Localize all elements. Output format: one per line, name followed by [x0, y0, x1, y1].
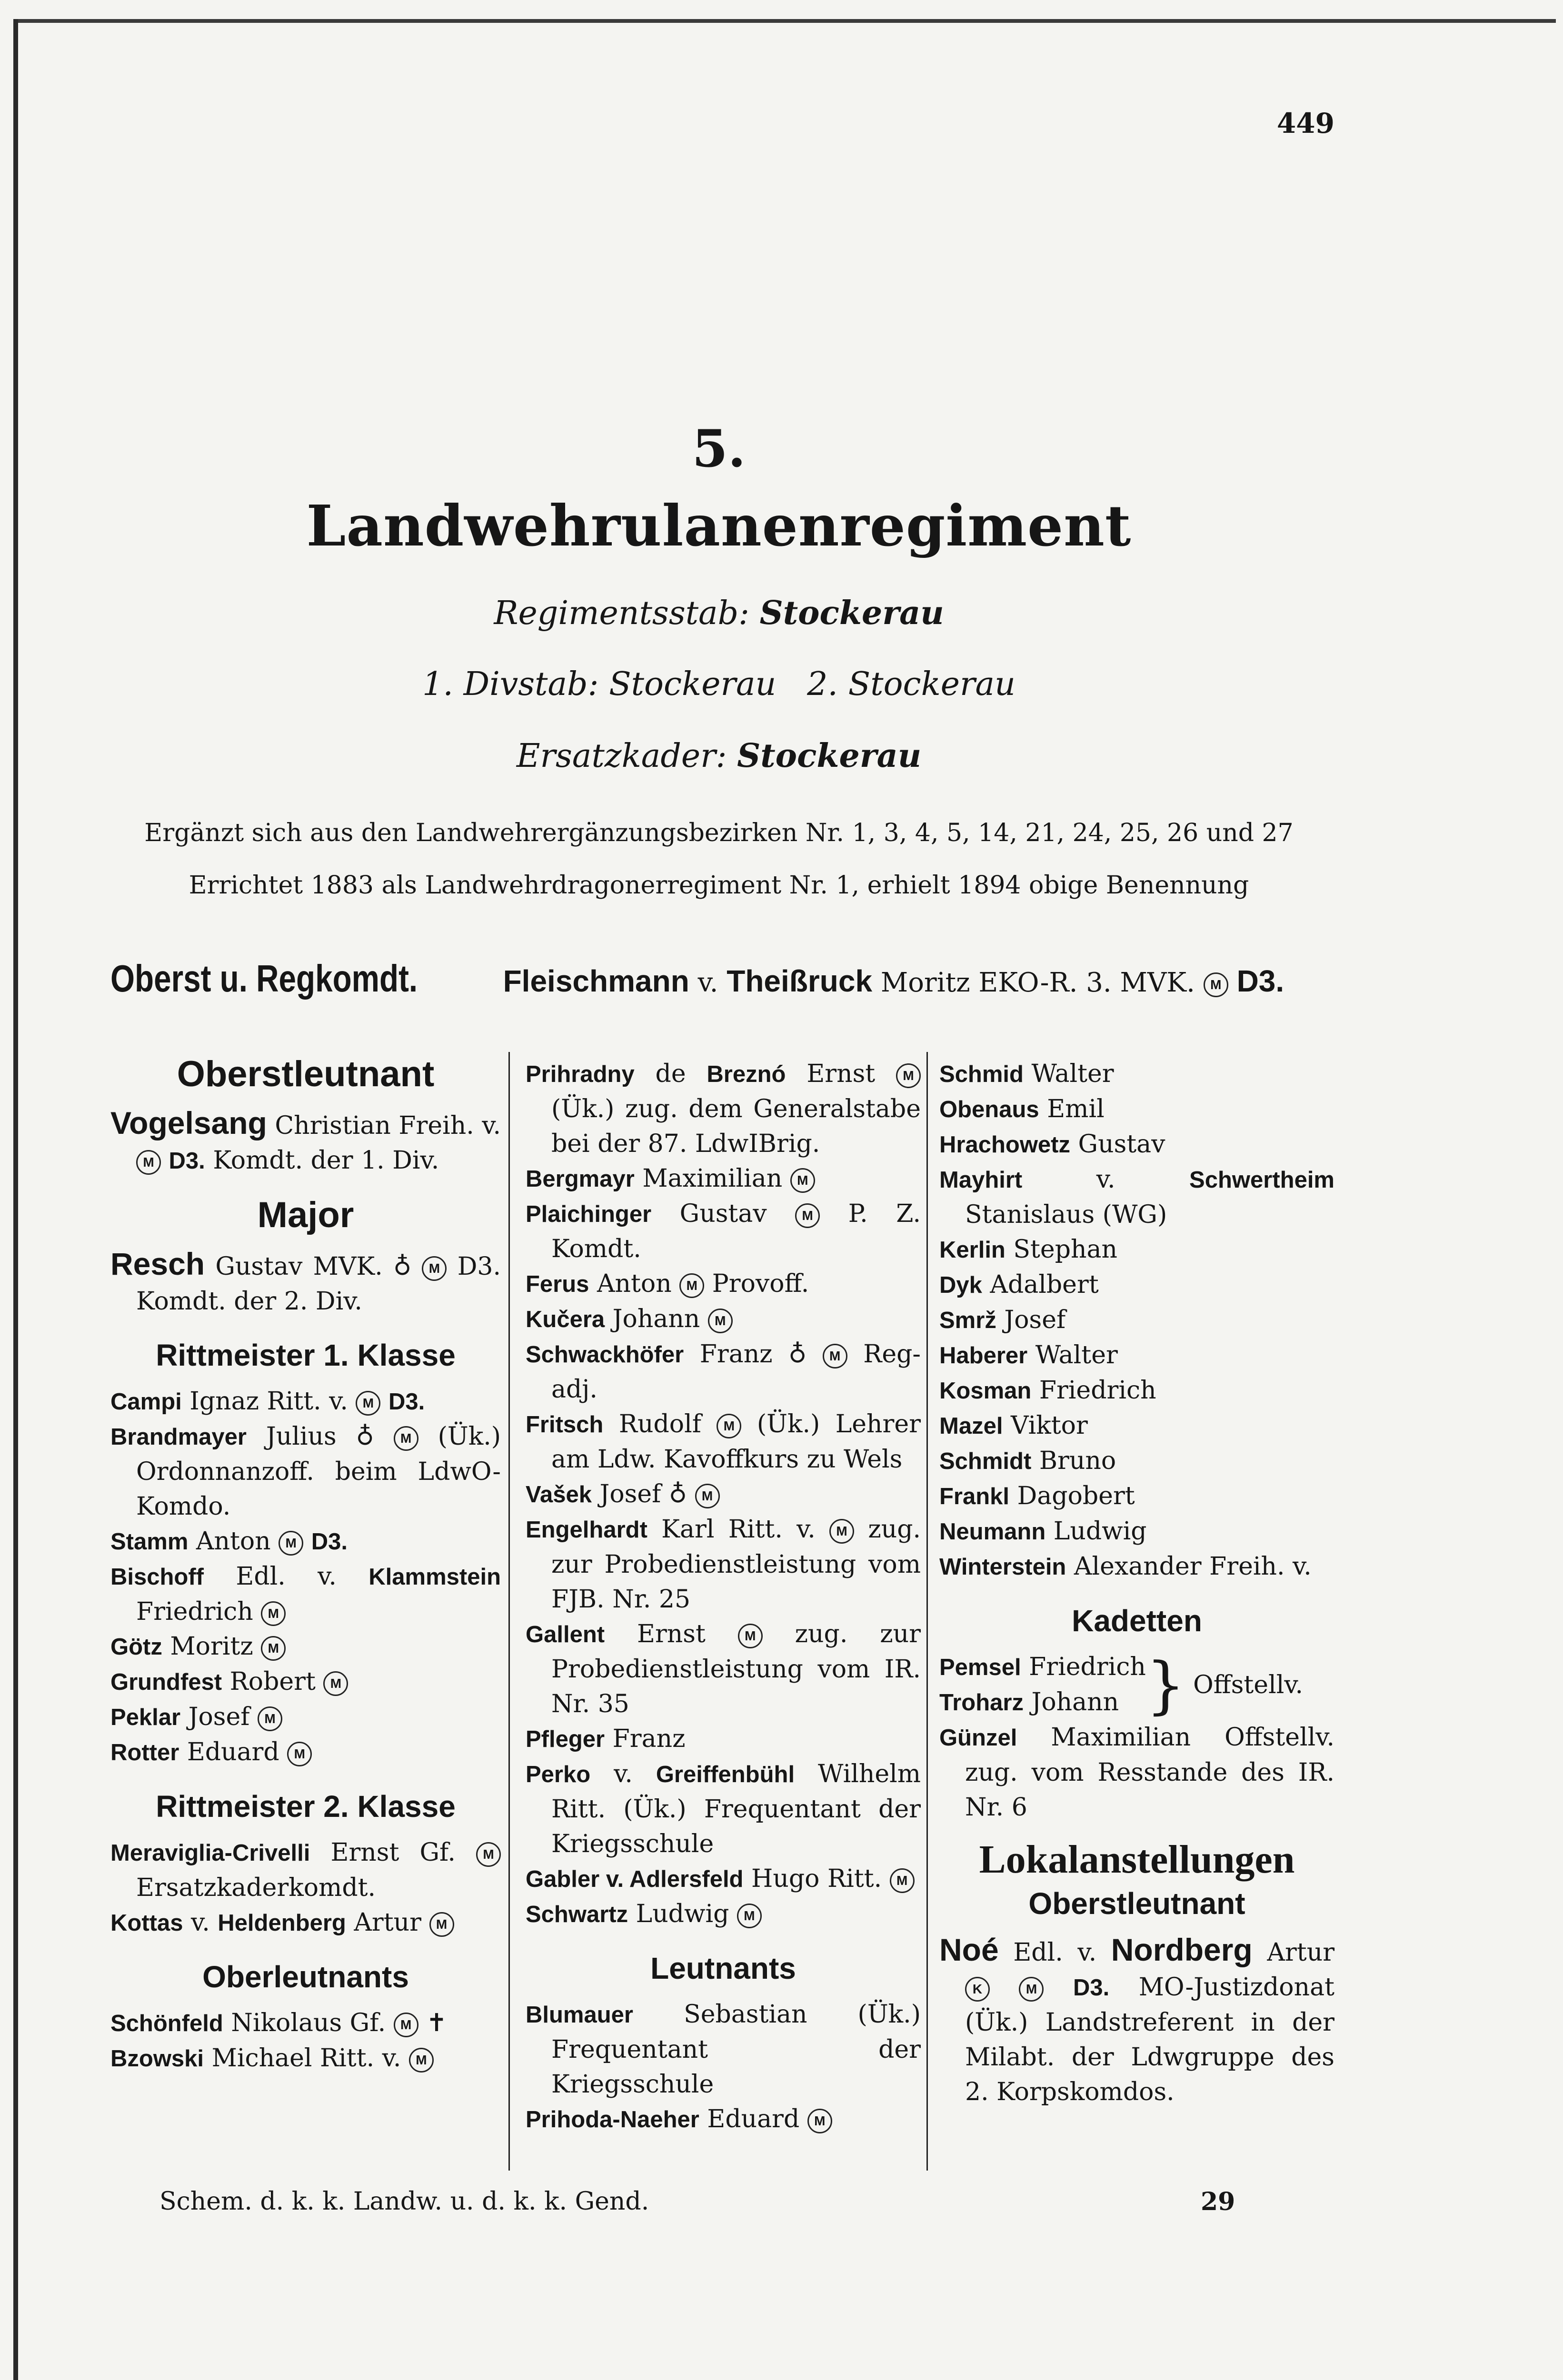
entry-neumann: [939, 1514, 1334, 1549]
m-symbol-icon: M: [261, 1601, 286, 1626]
entry-text: (Ük.) zug. dem Generalstabe bei der 87. LdwIBrig.: [551, 1095, 921, 1158]
entry-frankl: [939, 1479, 1334, 1514]
entry-haberer: [939, 1338, 1334, 1373]
entry-name: Fritsch: [526, 1412, 604, 1438]
entry-name: Meraviglia-Crivelli: [110, 1840, 310, 1866]
entry-name: Smrž: [939, 1308, 996, 1333]
entry-fritsch: [526, 1407, 921, 1477]
entry-name: Greiffenbühl: [656, 1762, 795, 1787]
entry-obenaus: [939, 1092, 1334, 1127]
entry-text: Maximilian: [642, 1164, 783, 1193]
entry-name: Brandmayer: [110, 1424, 247, 1450]
entry-text: Gustav MVK.: [215, 1252, 383, 1281]
entry-text: Viktor: [1010, 1411, 1088, 1440]
m-symbol-icon: M: [136, 1150, 161, 1175]
divstab-2: 2. Stockerau: [807, 665, 1015, 703]
entry-name: Klammstein: [368, 1564, 501, 1590]
entry-text: Johann: [612, 1305, 700, 1333]
heading-rittmeister-2: Rittmeister 2. Klasse: [156, 1789, 456, 1824]
entry-name: Günzel: [939, 1725, 1017, 1751]
entry-smrz: [939, 1303, 1334, 1338]
entry-name: Schwertheim: [1189, 1167, 1334, 1193]
entry-schwartz: [526, 1897, 921, 1932]
commander-name: Fleischmann: [503, 964, 689, 998]
m-symbol-icon: M: [394, 1426, 418, 1451]
m-symbol-icon: M: [823, 1344, 847, 1368]
m-symbol-icon: M: [279, 1531, 303, 1556]
column-rule-2: [926, 1052, 928, 2171]
entry-text: Ernst Gf.: [330, 1838, 456, 1867]
entry-name: Breznó: [707, 1061, 786, 1087]
entry-name: Nordberg: [1111, 1932, 1253, 1967]
entry-name: Bischoff: [110, 1564, 204, 1590]
cross-icon: ✝: [426, 2009, 447, 2037]
entry-schmid: [939, 1057, 1334, 1092]
entry-text: Christian Freih. v.: [275, 1111, 501, 1140]
entry-name: Gabler v. Adlersfeld: [526, 1866, 744, 1892]
entry-name: Kottas: [110, 1910, 183, 1936]
m-symbol-icon: M: [1204, 972, 1228, 997]
entry-name: Pemsel: [939, 1655, 1021, 1680]
entry-text: Franz: [612, 1725, 686, 1753]
entry-noe: [939, 1933, 1334, 2110]
regimentsstab-label: Regimentsstab:: [494, 595, 750, 632]
entry-name: Schmid: [939, 1061, 1024, 1087]
entry-blumauer: [526, 1997, 921, 2102]
entry-text: Walter: [1031, 1060, 1114, 1088]
entry-name: Gallent: [526, 1622, 605, 1647]
brace-icon: }: [1145, 1649, 1185, 1721]
entry-text: Edl. v.: [236, 1562, 337, 1591]
entry-troharz: [939, 1685, 1146, 1720]
entry-text: Sebastian (Ük.) Frequentant der Kriegsschule: [551, 2000, 921, 2099]
entry-name: Schmidt: [939, 1448, 1032, 1474]
entry-brandmayer: [110, 1419, 501, 1524]
heading-oberleutnants: Oberleutnants: [202, 1960, 409, 1994]
entry-name: Frankl: [939, 1484, 1010, 1509]
entry-text: Ernst: [806, 1060, 876, 1088]
entry-text: zug. zur Probedienstleistung vom IR. Nr. 35: [551, 1620, 921, 1718]
brace-names: [939, 1650, 1146, 1720]
divstab-label: 1. Divstab: Stockerau: [422, 665, 777, 703]
commander-tail: D3.: [1236, 964, 1284, 998]
entry-text: Stephan: [1013, 1235, 1117, 1264]
entry-prihradny: [526, 1057, 921, 1161]
entry-text: Walter: [1035, 1341, 1118, 1369]
regimentsstab-line: [0, 594, 1438, 632]
entry-meraviglia: [110, 1835, 501, 1905]
heading-major: Major: [257, 1195, 354, 1235]
entry-plaichinger: [526, 1197, 921, 1267]
entry-d3: D3.: [169, 1148, 205, 1174]
order-symbol-icon: ♁: [668, 1480, 687, 1508]
m-symbol-icon: M: [356, 1391, 380, 1416]
entry-name: Schwackhöfer: [526, 1342, 684, 1368]
entry-gabler: [526, 1862, 921, 1897]
entry-text: Julius: [266, 1422, 337, 1451]
entry-text: Michael Ritt. v.: [211, 2044, 401, 2073]
entry-engelhardt: [526, 1512, 921, 1617]
entry-name: Hrachowetz: [939, 1132, 1071, 1158]
m-symbol-icon: M: [717, 1414, 741, 1438]
entry-text: Josef: [599, 1480, 661, 1508]
m-symbol-icon: M: [429, 1912, 454, 1937]
entry-name: Mazel: [939, 1413, 1003, 1439]
entry-text: P. Z. Komdt.: [551, 1200, 921, 1263]
entry-text: Edl. v.: [1013, 1938, 1097, 1967]
m-symbol-icon: M: [258, 1706, 282, 1731]
entry-text: Emil: [1047, 1095, 1105, 1123]
entry-name: Troharz: [939, 1690, 1024, 1716]
entry-name: Blumauer: [526, 2002, 634, 2028]
entry-name: Götz: [110, 1634, 162, 1660]
m-symbol-icon: M: [287, 1742, 312, 1766]
entry-text: Franz: [699, 1340, 773, 1368]
entry-d3: D3.: [457, 1252, 501, 1281]
entry-name: Prihradny: [526, 1061, 635, 1087]
entry-text: Komdt. der 1. Div.: [213, 1146, 439, 1175]
column-1: [110, 1054, 501, 2076]
entry-text: Nikolaus Gf.: [231, 2009, 386, 2037]
entry-d3: D3.: [1073, 1975, 1110, 2001]
column-2: [526, 1057, 921, 2137]
entry-text: v.: [191, 1908, 210, 1937]
regiment-title: Landwehrulanenregiment: [306, 493, 1132, 559]
entry-name: Campi: [110, 1389, 182, 1415]
brace-note: Offstellv.: [1193, 1670, 1304, 1699]
entry-winterstein: [939, 1549, 1334, 1585]
entry-name: Winterstein: [939, 1554, 1066, 1580]
ersatzkader-place: Stockerau: [737, 737, 922, 775]
m-symbol-icon: M: [394, 2013, 418, 2037]
entry-name: Resch: [110, 1246, 205, 1281]
regimentsstab-place: Stockerau: [759, 594, 944, 632]
entry-name: Pfleger: [526, 1726, 605, 1752]
entry-name: Grundfest: [110, 1669, 222, 1695]
entry-text: Reg-adj.: [551, 1340, 921, 1404]
entry-gallent: [526, 1617, 921, 1722]
entry-name: Kerlin: [939, 1237, 1005, 1263]
entry-text: v.: [1096, 1165, 1115, 1194]
entry-pemsel: [939, 1650, 1146, 1685]
m-symbol-icon: M: [896, 1063, 921, 1088]
entry-pfleger: [526, 1722, 921, 1757]
entry-text: Stanislaus (WG): [965, 1200, 1167, 1229]
entry-text: Ernst: [637, 1620, 706, 1648]
entry-text: de: [655, 1060, 686, 1088]
page-edge-left: [13, 19, 18, 2380]
entry-campi: [110, 1384, 501, 1419]
entry-text: Karl Ritt. v.: [661, 1515, 816, 1544]
entry-kosman: [939, 1373, 1334, 1408]
entry-stamm: [110, 1524, 501, 1559]
entry-text: Hugo Ritt.: [751, 1864, 882, 1893]
kadetten-brace-group: [939, 1650, 1334, 1720]
entry-text: Josef: [1004, 1306, 1066, 1334]
entry-text: Anton: [196, 1527, 271, 1556]
page-edge-top: [13, 19, 1556, 23]
m-symbol-icon: M: [323, 1671, 348, 1696]
entry-ferus: [526, 1267, 921, 1302]
entry-text: (Ük.) Ordonnanzoff. beim LdwO-Komdo.: [136, 1422, 501, 1521]
entry-text: Provoff.: [712, 1269, 809, 1298]
entry-text: MO-Justizdonat (Ük.) Landstreferent in der Milabt. der Ldwgruppe des 2. Korpskomdos.: [965, 1973, 1334, 2106]
entry-text: Robert: [229, 1667, 316, 1696]
entry-text: Artur: [354, 1908, 422, 1937]
entry-goetz: [110, 1629, 501, 1665]
ersatzkader-label: Ersatzkader:: [516, 737, 727, 775]
entry-schwackhoefer: [526, 1337, 921, 1407]
m-symbol-icon: M: [790, 1168, 815, 1193]
heading-oberstleutnant: Oberstleutnant: [177, 1054, 435, 1094]
heading-leutnants: Leutnants: [650, 1951, 796, 1985]
column-rule-1: [508, 1052, 510, 2171]
entry-text: Friedrich: [1039, 1376, 1156, 1405]
m-symbol-icon: M: [261, 1636, 286, 1661]
entry-text: Eduard: [187, 1738, 279, 1766]
m-symbol-icon: M: [409, 2048, 434, 2073]
entry-text: Adalbert: [990, 1270, 1099, 1299]
entry-mazel: [939, 1408, 1334, 1444]
entry-vasek: [526, 1477, 921, 1512]
entry-rotter: [110, 1735, 501, 1770]
entry-name: Kučera: [526, 1307, 605, 1332]
entry-text: Johann: [1031, 1688, 1119, 1716]
entry-text: zug. zur Probedienstleistung vom FJB. Nr. 25: [551, 1515, 921, 1614]
m-symbol-icon: M: [738, 1624, 763, 1648]
entry-perko: [526, 1757, 921, 1862]
entry-text: v.: [614, 1760, 633, 1788]
order-symbol-icon: ♁: [393, 1252, 412, 1281]
entry-name: Haberer: [939, 1343, 1028, 1368]
entry-text: Artur: [1267, 1938, 1335, 1967]
entry-text: Komdt. der 2. Div.: [136, 1287, 362, 1316]
entry-resch: [110, 1247, 501, 1319]
m-symbol-icon: M: [807, 2109, 832, 2133]
m-symbol-icon: M: [795, 1203, 820, 1228]
entry-text: Ludwig: [636, 1900, 729, 1928]
commander-rest: Moritz EKO-R. 3. MVK.: [880, 967, 1195, 998]
entry-name: Mayhirt: [939, 1167, 1023, 1193]
entry-name: Bzowski: [110, 2046, 204, 2072]
m-symbol-icon: M: [890, 1868, 915, 1893]
ergaenzt-line: Ergänzt sich aus den Landwehrergänzungsbezirken Nr. 1, 3, 4, 5, 14, 21, 24, 25, 26 und 27: [144, 819, 1294, 847]
entry-name: Noé: [939, 1932, 999, 1967]
entry-bzowski: [110, 2041, 501, 2076]
page-number: 449: [1276, 107, 1334, 139]
entry-guenzel: [939, 1720, 1334, 1825]
entry-text: Friedrich: [136, 1597, 253, 1626]
commander-line: [110, 957, 1434, 1001]
heading-lokalanstellungen: Lokalanstellungen: [979, 1837, 1295, 1882]
m-symbol-icon: M: [829, 1519, 854, 1544]
entry-peklar: [110, 1700, 501, 1735]
entry-text: Friedrich: [1029, 1653, 1146, 1681]
entry-bischoff: [110, 1559, 501, 1629]
entry-text: Ersatzkaderkomdt.: [136, 1874, 376, 1902]
entry-name: Heldenberg: [218, 1910, 346, 1936]
entry-prihoda: [526, 2102, 921, 2137]
heading-oberstleutnant-lokal: Oberstleutnant: [1028, 1886, 1245, 1921]
entry-name: Bergmayr: [526, 1166, 635, 1192]
entry-name: Vašek: [526, 1482, 592, 1507]
regiment-number: 5.: [692, 419, 746, 479]
commander-name2: Theißruck: [727, 964, 873, 998]
entry-d3: D3.: [311, 1529, 348, 1555]
entry-name: Rotter: [110, 1740, 179, 1765]
order-symbol-icon: ♁: [788, 1340, 807, 1368]
entry-mayhirt: [939, 1162, 1334, 1232]
entry-kerlin: [939, 1232, 1334, 1268]
entry-text: Alexander Freih. v.: [1074, 1552, 1312, 1581]
entry-name: Stamm: [110, 1529, 189, 1555]
entry-text: Gustav: [679, 1200, 767, 1228]
entry-name: Schönfeld: [110, 2011, 223, 2036]
entry-bergmayr: [526, 1161, 921, 1197]
entry-text: Anton: [597, 1269, 672, 1298]
entry-text: Maximilian Offstellv. zug. vom Resstande des IR. Nr. 6: [965, 1723, 1335, 1822]
entry-name: Kosman: [939, 1378, 1032, 1404]
commander-v: v.: [697, 967, 718, 998]
entry-name: Obenaus: [939, 1097, 1039, 1122]
entry-name: Dyk: [939, 1272, 982, 1298]
entry-text: Wilhelm Ritt. (Ük.) Frequentant der Kriegsschule: [551, 1760, 921, 1858]
entry-name: Peklar: [110, 1705, 181, 1730]
divstab-line: [0, 665, 1438, 703]
heading-rittmeister-1: Rittmeister 1. Klasse: [156, 1338, 456, 1372]
entry-name: Plaichinger: [526, 1201, 652, 1227]
entry-text: Josef: [188, 1703, 250, 1731]
errichtet-line: Errichtet 1883 als Landwehrdragonerregiment Nr. 1, erhielt 1894 obige Benennung: [189, 871, 1249, 900]
m-symbol-icon: M: [695, 1484, 720, 1508]
entry-name: Ferus: [526, 1271, 589, 1297]
entry-kucera: [526, 1302, 921, 1337]
column-3: [939, 1057, 1334, 2110]
footer-source: Schem. d. k. k. Landw. u. d. k. k. Gend.: [159, 2187, 649, 2216]
entry-text: Ignaz Ritt. v.: [189, 1387, 348, 1416]
entry-text: Moritz: [170, 1632, 253, 1661]
entry-dyk: [939, 1268, 1334, 1303]
entry-schmidt: [939, 1444, 1334, 1479]
entry-grundfest: [110, 1665, 501, 1700]
entry-name: Vogelsang: [110, 1105, 267, 1140]
entry-text: Eduard: [707, 2105, 800, 2133]
entry-vogelsang: [110, 1106, 501, 1179]
entry-text: (Ük.) Lehrer am Ldw. Kavoffkurs zu Wels: [551, 1410, 921, 1474]
entry-d3: D3.: [388, 1389, 425, 1415]
m-symbol-icon: M: [422, 1256, 447, 1281]
entry-hrachowetz: [939, 1127, 1334, 1162]
entry-name: Prihoda-Naeher: [526, 2107, 699, 2132]
m-symbol-icon: M: [679, 1273, 704, 1298]
entry-text: Ludwig: [1053, 1517, 1147, 1546]
entry-text: Gustav: [1078, 1130, 1165, 1159]
entry-name: Schwartz: [526, 1902, 628, 1927]
entry-text: Rudolf: [618, 1410, 701, 1438]
entry-name: Engelhardt: [526, 1517, 647, 1543]
entry-kottas: [110, 1905, 501, 1941]
commander-rank: Oberst u. Regkomdt.: [110, 957, 418, 1000]
entry-name: Perko: [526, 1762, 591, 1787]
entry-text: Bruno: [1039, 1447, 1116, 1475]
m-symbol-icon: M: [737, 1904, 762, 1928]
m-symbol-icon: M: [476, 1842, 501, 1867]
k-symbol-icon: K: [965, 1977, 990, 2002]
m-symbol-icon: M: [1019, 1977, 1044, 2002]
entry-text: Dagobert: [1017, 1482, 1135, 1510]
footer-signature: 29: [1201, 2187, 1235, 2216]
heading-kadetten: Kadetten: [1072, 1604, 1202, 1638]
order-symbol-icon: ♁: [356, 1422, 374, 1451]
entry-schoenfeld: [110, 2006, 501, 2041]
entry-name: Neumann: [939, 1519, 1046, 1545]
m-symbol-icon: M: [708, 1309, 733, 1333]
ersatzkader-line: [0, 737, 1438, 775]
